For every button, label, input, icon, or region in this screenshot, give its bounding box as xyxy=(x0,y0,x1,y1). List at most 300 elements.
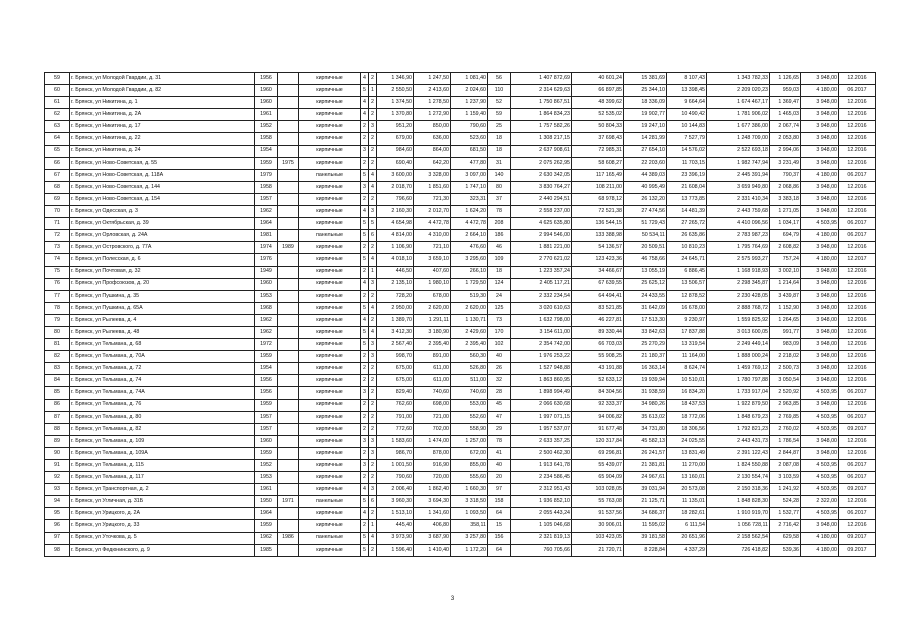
cell-row-number: 92 xyxy=(45,472,70,484)
cell-address: г. Брянск, ул Тельмана, д. 74А xyxy=(70,387,255,399)
cell-residential-area: 2 395,40 xyxy=(451,339,488,351)
cell-cost-part-1: 94 006,82 xyxy=(572,411,624,423)
cell-cost-part-2: 34 980,26 xyxy=(624,399,667,411)
cell-cost-part-1: 55 439,07 xyxy=(572,460,624,472)
cell-year-built: 1950 xyxy=(255,496,278,508)
cell-cost-per-sqm: 1 034,17 xyxy=(770,218,801,230)
cell-total-cost: 2 994 546,00 xyxy=(511,230,572,242)
cell-row-number: 80 xyxy=(45,326,70,338)
cell-cost-part-2: 27 474,56 xyxy=(624,206,667,218)
cell-cost-part-1: 91 537,56 xyxy=(572,508,624,520)
cell-cost-part-3: 27 265,72 xyxy=(667,218,707,230)
cell-floors: 5 xyxy=(361,326,369,338)
cell-living-area: 642,20 xyxy=(414,157,451,169)
cell-entrances: 4 xyxy=(369,169,377,181)
table-row xyxy=(45,435,876,447)
cell-residents: 78 xyxy=(488,435,511,447)
cell-address: г. Брянск, ул Транспортная, д. 2 xyxy=(70,484,255,496)
cell-address: г. Брянск, ул Рылеева, д. 48 xyxy=(70,326,255,338)
cell-planned-period: 12.2016 xyxy=(839,351,876,363)
cell-floors: 2 xyxy=(361,290,369,302)
cell-living-area: 850,00 xyxy=(414,121,451,133)
cell-row-number: 84 xyxy=(45,375,70,387)
cell-total-area: 690,40 xyxy=(377,157,414,169)
cell-cost-part-1: 136 544,15 xyxy=(572,218,624,230)
cell-cost-part-1: 123 423,36 xyxy=(572,254,624,266)
cell-total-area: 3 973,90 xyxy=(377,532,414,544)
cell-floors: 5 xyxy=(361,339,369,351)
cell-address: г. Брянск, ул Никитина, д. 2А xyxy=(70,109,255,121)
cell-year-built: 1954 xyxy=(255,363,278,375)
cell-residential-area: 1 747,10 xyxy=(451,181,488,193)
cell-cost-part-2: 26 132,20 xyxy=(624,193,667,205)
cell-wall-material: кирпичные xyxy=(299,314,361,326)
cell-residential-area: 511,00 xyxy=(451,375,488,387)
cell-year-reconstructed xyxy=(278,387,299,399)
cell-row-number: 66 xyxy=(45,157,70,169)
cell-year-reconstructed xyxy=(278,399,299,411)
cell-max-cost-per-sqm: 4 503,95 xyxy=(801,472,839,484)
cell-cost-part-3: 18 437,53 xyxy=(667,399,707,411)
cell-cost-part-2: 24 967,61 xyxy=(624,472,667,484)
cell-planned-period: 12.2016 xyxy=(839,326,876,338)
cell-total-area: 675,00 xyxy=(377,375,414,387)
cell-planned-period: 12.2016 xyxy=(839,157,876,169)
cell-year-built: 1953 xyxy=(255,290,278,302)
cell-year-built: 1960 xyxy=(255,435,278,447)
cell-residents: 47 xyxy=(488,411,511,423)
cell-total-area: 1 596,40 xyxy=(377,544,414,556)
cell-year-reconstructed xyxy=(278,544,299,556)
cell-living-area: 1 862,40 xyxy=(414,484,451,496)
cell-cost-part-2: 19 902,77 xyxy=(624,109,667,121)
cell-year-reconstructed xyxy=(278,97,299,109)
cell-year-built: 1974 xyxy=(255,242,278,254)
cell-residential-area: 3 097,00 xyxy=(451,169,488,181)
cell-total-area: 1 106,90 xyxy=(377,242,414,254)
cell-total-area: 679,00 xyxy=(377,133,414,145)
cell-cost-part-3: 18 282,61 xyxy=(667,508,707,520)
cell-cost-per-sqm: 2 608,82 xyxy=(770,242,801,254)
cell-entrances: 3 xyxy=(369,206,377,218)
cell-cost-part-1: 89 330,44 xyxy=(572,326,624,338)
cell-residential-area: 1 093,50 xyxy=(451,508,488,520)
cell-max-cost-per-sqm: 4 503,95 xyxy=(801,387,839,399)
cell-cost-part-1: 83 521,85 xyxy=(572,302,624,314)
cell-total-area: 829,40 xyxy=(377,387,414,399)
cell-floors: 2 xyxy=(361,447,369,459)
cell-total-cost: 1 407 872,69 xyxy=(511,73,572,85)
table-row xyxy=(45,447,876,459)
cell-floors: 5 xyxy=(361,85,369,97)
cell-total-area: 1 374,50 xyxy=(377,97,414,109)
cell-residents: 32 xyxy=(488,375,511,387)
cell-address: г. Брянск, ул Ново-Советская, д. 118А xyxy=(70,169,255,181)
table-row xyxy=(45,181,876,193)
cell-wall-material: кирпичные xyxy=(299,97,361,109)
cell-address: г. Брянск, ул Молодой Гвардии, д. 31 xyxy=(70,73,255,85)
cell-living-area: 878,00 xyxy=(414,447,451,459)
cell-wall-material: кирпичные xyxy=(299,484,361,496)
cell-cost-per-sqm: 2 218,02 xyxy=(770,351,801,363)
cell-row-number: 89 xyxy=(45,435,70,447)
cell-max-cost-per-sqm: 3 948,00 xyxy=(801,133,839,145)
cell-year-built: 1962 xyxy=(255,326,278,338)
cell-residents: 25 xyxy=(488,121,511,133)
cell-address: г. Брянск, ул Тельмана, д. 117 xyxy=(70,472,255,484)
cell-living-area: 407,60 xyxy=(414,266,451,278)
cell-row-number: 76 xyxy=(45,278,70,290)
cell-cost-part-4: 2 249 449,14 xyxy=(707,339,770,351)
cell-cost-part-1: 55 763,08 xyxy=(572,496,624,508)
cell-residents: 18 xyxy=(488,133,511,145)
cell-planned-period: 12.2016 xyxy=(839,206,876,218)
cell-floors: 5 xyxy=(361,230,369,242)
cell-address: г. Брянск, ул Тельмана, д. 109 xyxy=(70,435,255,447)
cell-living-area: 1 341,60 xyxy=(414,508,451,520)
cell-total-cost: 1 308 217,15 xyxy=(511,133,572,145)
cell-floors: 3 xyxy=(361,435,369,447)
cell-residential-area: 1 159,40 xyxy=(451,109,488,121)
cell-residents: 28 xyxy=(488,387,511,399)
cell-year-reconstructed xyxy=(278,423,299,435)
cell-year-reconstructed xyxy=(278,435,299,447)
cell-total-area: 796,60 xyxy=(377,193,414,205)
cell-entrances: 6 xyxy=(369,230,377,242)
cell-address: г. Брянск, ул Рылеева, д. 4 xyxy=(70,314,255,326)
cell-cost-per-sqm: 2 500,73 xyxy=(770,363,801,375)
cell-max-cost-per-sqm: 3 948,00 xyxy=(801,447,839,459)
cell-living-area: 740,60 xyxy=(414,387,451,399)
cell-cost-per-sqm: 2 963,85 xyxy=(770,399,801,411)
cell-planned-period: 12.2016 xyxy=(839,278,876,290)
cell-cost-part-4: 1 792 821,23 xyxy=(707,423,770,435)
cell-address: г. Брянск, ул Урицкого, д. 2А xyxy=(70,508,255,520)
cell-address: г. Брянск, ул Тельмана, д. 72 xyxy=(70,363,255,375)
cell-total-area: 728,20 xyxy=(377,290,414,302)
table-row xyxy=(45,423,876,435)
cell-total-cost: 2 500 462,30 xyxy=(511,447,572,459)
cell-cost-part-2: 25 625,12 xyxy=(624,278,667,290)
cell-address: г. Брянск, ул Никитина, д. 22 xyxy=(70,133,255,145)
cell-cost-part-1: 50 804,33 xyxy=(572,121,624,133)
cell-max-cost-per-sqm: 3 948,00 xyxy=(801,206,839,218)
cell-total-cost: 1 881 221,00 xyxy=(511,242,572,254)
cell-floors: 4 xyxy=(361,73,369,85)
cell-year-built: 1959 xyxy=(255,351,278,363)
cell-residents: 102 xyxy=(488,339,511,351)
cell-cost-part-3: 17 837,88 xyxy=(667,326,707,338)
cell-year-reconstructed xyxy=(278,109,299,121)
cell-entrances: 1 xyxy=(369,85,377,97)
cell-living-area: 406,80 xyxy=(414,520,451,532)
cell-living-area: 1 851,60 xyxy=(414,181,451,193)
cell-cost-part-1: 48 399,62 xyxy=(572,97,624,109)
cell-planned-period: 09.2017 xyxy=(839,484,876,496)
cell-row-number: 74 xyxy=(45,254,70,266)
cell-cost-part-3: 9 664,64 xyxy=(667,97,707,109)
cell-cost-per-sqm: 3 439,87 xyxy=(770,290,801,302)
cell-entrances: 2 xyxy=(369,109,377,121)
table-row xyxy=(45,97,876,109)
cell-total-area: 675,00 xyxy=(377,363,414,375)
table-row xyxy=(45,460,876,472)
cell-residential-area: 2 024,60 xyxy=(451,85,488,97)
cell-wall-material: кирпичные xyxy=(299,193,361,205)
cell-residential-area: 523,60 xyxy=(451,133,488,145)
cell-row-number: 85 xyxy=(45,387,70,399)
cell-residential-area: 4 472,78 xyxy=(451,218,488,230)
cell-entrances: 2 xyxy=(369,411,377,423)
cell-max-cost-per-sqm: 3 948,00 xyxy=(801,302,839,314)
cell-total-cost: 3 154 611,00 xyxy=(511,326,572,338)
cell-entrances: 2 xyxy=(369,193,377,205)
cell-planned-period: 12.2016 xyxy=(839,375,876,387)
cell-row-number: 88 xyxy=(45,423,70,435)
cell-address: г. Брянск, ул Орловская, д. 24А xyxy=(70,230,255,242)
cell-planned-period: 12.2016 xyxy=(839,290,876,302)
cell-cost-part-1: 66 703,03 xyxy=(572,339,624,351)
cell-cost-part-2: 51 729,43 xyxy=(624,218,667,230)
cell-cost-part-4: 1 677 386,00 xyxy=(707,121,770,133)
cell-cost-part-4: 1 674 467,17 xyxy=(707,97,770,109)
cell-cost-per-sqm: 3 231,49 xyxy=(770,157,801,169)
cell-year-reconstructed xyxy=(278,484,299,496)
cell-cost-part-1: 46 227,81 xyxy=(572,314,624,326)
cell-cost-part-2: 46 758,66 xyxy=(624,254,667,266)
cell-cost-part-3: 16 678,00 xyxy=(667,302,707,314)
cell-total-cost: 3 830 764,27 xyxy=(511,181,572,193)
cell-address: г. Брянск, ул Островского, д. 77А xyxy=(70,242,255,254)
cell-cost-part-1: 65 904,09 xyxy=(572,472,624,484)
cell-cost-part-1: 133 388,98 xyxy=(572,230,624,242)
cell-total-cost: 2 354 742,00 xyxy=(511,339,572,351)
cell-max-cost-per-sqm: 3 948,00 xyxy=(801,363,839,375)
cell-floors: 2 xyxy=(361,242,369,254)
cell-max-cost-per-sqm: 4 180,00 xyxy=(801,85,839,97)
cell-living-area: 721,10 xyxy=(414,242,451,254)
cell-living-area: 1 247,50 xyxy=(414,73,451,85)
cell-max-cost-per-sqm: 4 503,95 xyxy=(801,411,839,423)
cell-cost-part-2: 34 731,80 xyxy=(624,423,667,435)
cell-cost-part-4: 1 824 550,88 xyxy=(707,460,770,472)
cell-cost-part-3: 6 111,54 xyxy=(667,520,707,532)
cell-cost-part-4: 4 410 096,56 xyxy=(707,218,770,230)
cell-address: г. Брянск, ул Профсоюзов, д. 20 xyxy=(70,278,255,290)
cell-cost-part-4: 1 910 919,70 xyxy=(707,508,770,520)
cell-cost-part-2: 15 381,69 xyxy=(624,73,667,85)
cell-entrances: 4 xyxy=(369,254,377,266)
cell-living-area: 1 980,10 xyxy=(414,278,451,290)
table-row xyxy=(45,387,876,399)
cell-year-built: 1953 xyxy=(255,472,278,484)
cell-residents: 56 xyxy=(488,73,511,85)
cell-entrances: 2 xyxy=(369,133,377,145)
cell-planned-period: 12.2016 xyxy=(839,363,876,375)
cell-total-cost: 2 440 294,51 xyxy=(511,193,572,205)
cell-cost-part-2: 19 247,10 xyxy=(624,121,667,133)
cell-floors: 2 xyxy=(361,423,369,435)
cell-residential-area: 560,30 xyxy=(451,351,488,363)
cell-wall-material: кирпичные xyxy=(299,121,361,133)
cell-residents: 41 xyxy=(488,447,511,459)
cell-residential-area: 1 257,00 xyxy=(451,435,488,447)
cell-row-number: 72 xyxy=(45,230,70,242)
cell-max-cost-per-sqm: 2 322,00 xyxy=(801,496,839,508)
cell-address: г. Брянск, ул Тельмана, д. 76 xyxy=(70,399,255,411)
cell-year-reconstructed xyxy=(278,411,299,423)
cell-cost-part-4: 1 848 679,23 xyxy=(707,411,770,423)
cell-entrances: 2 xyxy=(369,460,377,472)
cell-cost-part-1: 40 601,24 xyxy=(572,73,624,85)
cell-cost-part-4: 2 445 391,94 xyxy=(707,169,770,181)
cell-residents: 124 xyxy=(488,278,511,290)
cell-floors: 5 xyxy=(361,532,369,544)
cell-planned-period: 06.2017 xyxy=(839,508,876,520)
cell-total-cost: 1 976 253,22 xyxy=(511,351,572,363)
cell-residents: 158 xyxy=(488,496,511,508)
cell-residential-area: 790,60 xyxy=(451,121,488,133)
cell-floors: 3 xyxy=(361,181,369,193)
cell-cost-part-3: 11 164,00 xyxy=(667,351,707,363)
table-row xyxy=(45,242,876,254)
cell-address: г. Брянск, ул Урицкого, д. 33 xyxy=(70,520,255,532)
cell-residential-area: 323,31 xyxy=(451,193,488,205)
cell-planned-period: 06.2017 xyxy=(839,472,876,484)
cell-year-built: 1957 xyxy=(255,411,278,423)
cell-cost-part-3: 11 703,15 xyxy=(667,157,707,169)
cell-address: г. Брянск, ул Тельмана, д. 74 xyxy=(70,375,255,387)
cell-planned-period: 12.2016 xyxy=(839,145,876,157)
cell-planned-period: 12.2016 xyxy=(839,266,876,278)
cell-total-cost: 1 863 860,95 xyxy=(511,375,572,387)
cell-planned-period: 12.2016 xyxy=(839,109,876,121)
cell-wall-material: кирпичные xyxy=(299,242,361,254)
cell-cost-part-2: 22 203,60 xyxy=(624,157,667,169)
cell-planned-period: 06.2017 xyxy=(839,218,876,230)
cell-planned-period: 12.2016 xyxy=(839,242,876,254)
cell-year-built: 1949 xyxy=(255,266,278,278)
cell-row-number: 68 xyxy=(45,181,70,193)
cell-cost-part-3: 21 608,04 xyxy=(667,181,707,193)
cell-row-number: 67 xyxy=(45,169,70,181)
cell-cost-per-sqm: 983,09 xyxy=(770,339,801,351)
cell-floors: 5 xyxy=(361,254,369,266)
cell-wall-material: кирпичные xyxy=(299,109,361,121)
cell-cost-per-sqm: 2 087,08 xyxy=(770,460,801,472)
cell-living-area: 2 413,60 xyxy=(414,85,451,97)
cell-residential-area: 526,80 xyxy=(451,363,488,375)
cell-residents: 52 xyxy=(488,97,511,109)
cell-row-number: 94 xyxy=(45,496,70,508)
cell-cost-part-4: 2 230 428,05 xyxy=(707,290,770,302)
cell-floors: 2 xyxy=(361,472,369,484)
cell-address: г. Брянск, ул Пушкина, д. 35 xyxy=(70,290,255,302)
cell-row-number: 59 xyxy=(45,73,70,85)
cell-entrances: 2 xyxy=(369,314,377,326)
table-row xyxy=(45,375,876,387)
cell-living-area: 916,90 xyxy=(414,460,451,472)
cell-cost-part-4: 1 056 728,11 xyxy=(707,520,770,532)
cell-cost-part-1: 21 720,71 xyxy=(572,544,624,556)
cell-row-number: 63 xyxy=(45,121,70,133)
cell-row-number: 96 xyxy=(45,520,70,532)
cell-entrances: 2 xyxy=(369,290,377,302)
cell-cost-per-sqm: 3 002,10 xyxy=(770,266,801,278)
cell-wall-material: кирпичные xyxy=(299,326,361,338)
cell-year-built: 1964 xyxy=(255,508,278,520)
cell-entrances: 3 xyxy=(369,351,377,363)
cell-max-cost-per-sqm: 4 180,00 xyxy=(801,230,839,242)
cell-cost-per-sqm: 1 532,77 xyxy=(770,508,801,520)
cell-total-area: 2 135,10 xyxy=(377,278,414,290)
cell-cost-part-1: 67 639,55 xyxy=(572,278,624,290)
cell-floors: 4 xyxy=(361,508,369,520)
cell-residential-area: 358,11 xyxy=(451,520,488,532)
cell-residents: 40 xyxy=(488,460,511,472)
cell-address: г. Брянск, ул Уточкова, д. 5 xyxy=(70,532,255,544)
cell-cost-part-4: 726 418,82 xyxy=(707,544,770,556)
cell-total-cost: 1 864 834,23 xyxy=(511,109,572,121)
cell-year-reconstructed xyxy=(278,290,299,302)
cell-cost-part-4: 1 343 782,33 xyxy=(707,73,770,85)
cell-total-area: 1 583,60 xyxy=(377,435,414,447)
cell-cost-part-3: 24 645,71 xyxy=(667,254,707,266)
cell-entrances: 4 xyxy=(369,302,377,314)
cell-cost-part-3: 10 490,42 xyxy=(667,109,707,121)
cell-entrances: 3 xyxy=(369,484,377,496)
cell-total-area: 790,60 xyxy=(377,472,414,484)
cell-total-cost: 2 630 342,05 xyxy=(511,169,572,181)
cell-living-area: 891,00 xyxy=(414,351,451,363)
cell-residents: 109 xyxy=(488,254,511,266)
cell-wall-material: кирпичные xyxy=(299,85,361,97)
cell-year-reconstructed xyxy=(278,447,299,459)
cell-cost-part-4: 2 443 759,68 xyxy=(707,206,770,218)
cell-max-cost-per-sqm: 3 948,00 xyxy=(801,157,839,169)
cell-residential-area: 1 660,30 xyxy=(451,484,488,496)
cell-cost-part-3: 14 481,39 xyxy=(667,206,707,218)
cell-total-cost: 1 527 948,88 xyxy=(511,363,572,375)
cell-year-built: 1957 xyxy=(255,193,278,205)
cell-year-reconstructed xyxy=(278,193,299,205)
cell-cost-per-sqm: 1 271,05 xyxy=(770,206,801,218)
cell-residential-area: 2 620,00 xyxy=(451,302,488,314)
cell-max-cost-per-sqm: 3 948,00 xyxy=(801,266,839,278)
cell-cost-per-sqm: 2 068,86 xyxy=(770,181,801,193)
cell-year-built: 1952 xyxy=(255,121,278,133)
cell-total-area: 4 814,00 xyxy=(377,230,414,242)
cell-cost-part-2: 34 686,37 xyxy=(624,508,667,520)
cell-cost-part-3: 11 270,00 xyxy=(667,460,707,472)
cell-entrances: 2 xyxy=(369,423,377,435)
cell-residential-area: 558,90 xyxy=(451,423,488,435)
cell-max-cost-per-sqm: 3 948,00 xyxy=(801,121,839,133)
cell-cost-per-sqm: 694,79 xyxy=(770,230,801,242)
cell-cost-per-sqm: 757,24 xyxy=(770,254,801,266)
cell-year-built: 1960 xyxy=(255,85,278,97)
cell-cost-part-4: 1 559 825,92 xyxy=(707,314,770,326)
cell-cost-part-3: 18 306,56 xyxy=(667,423,707,435)
cell-max-cost-per-sqm: 3 948,00 xyxy=(801,73,839,85)
cell-planned-period: 09.2017 xyxy=(839,544,876,556)
cell-cost-part-2: 14 281,99 xyxy=(624,133,667,145)
cell-wall-material: кирпичные xyxy=(299,460,361,472)
cell-max-cost-per-sqm: 3 948,00 xyxy=(801,97,839,109)
cell-cost-part-3: 13 831,49 xyxy=(667,447,707,459)
cell-cost-part-3: 13 506,57 xyxy=(667,278,707,290)
cell-total-area: 986,70 xyxy=(377,447,414,459)
